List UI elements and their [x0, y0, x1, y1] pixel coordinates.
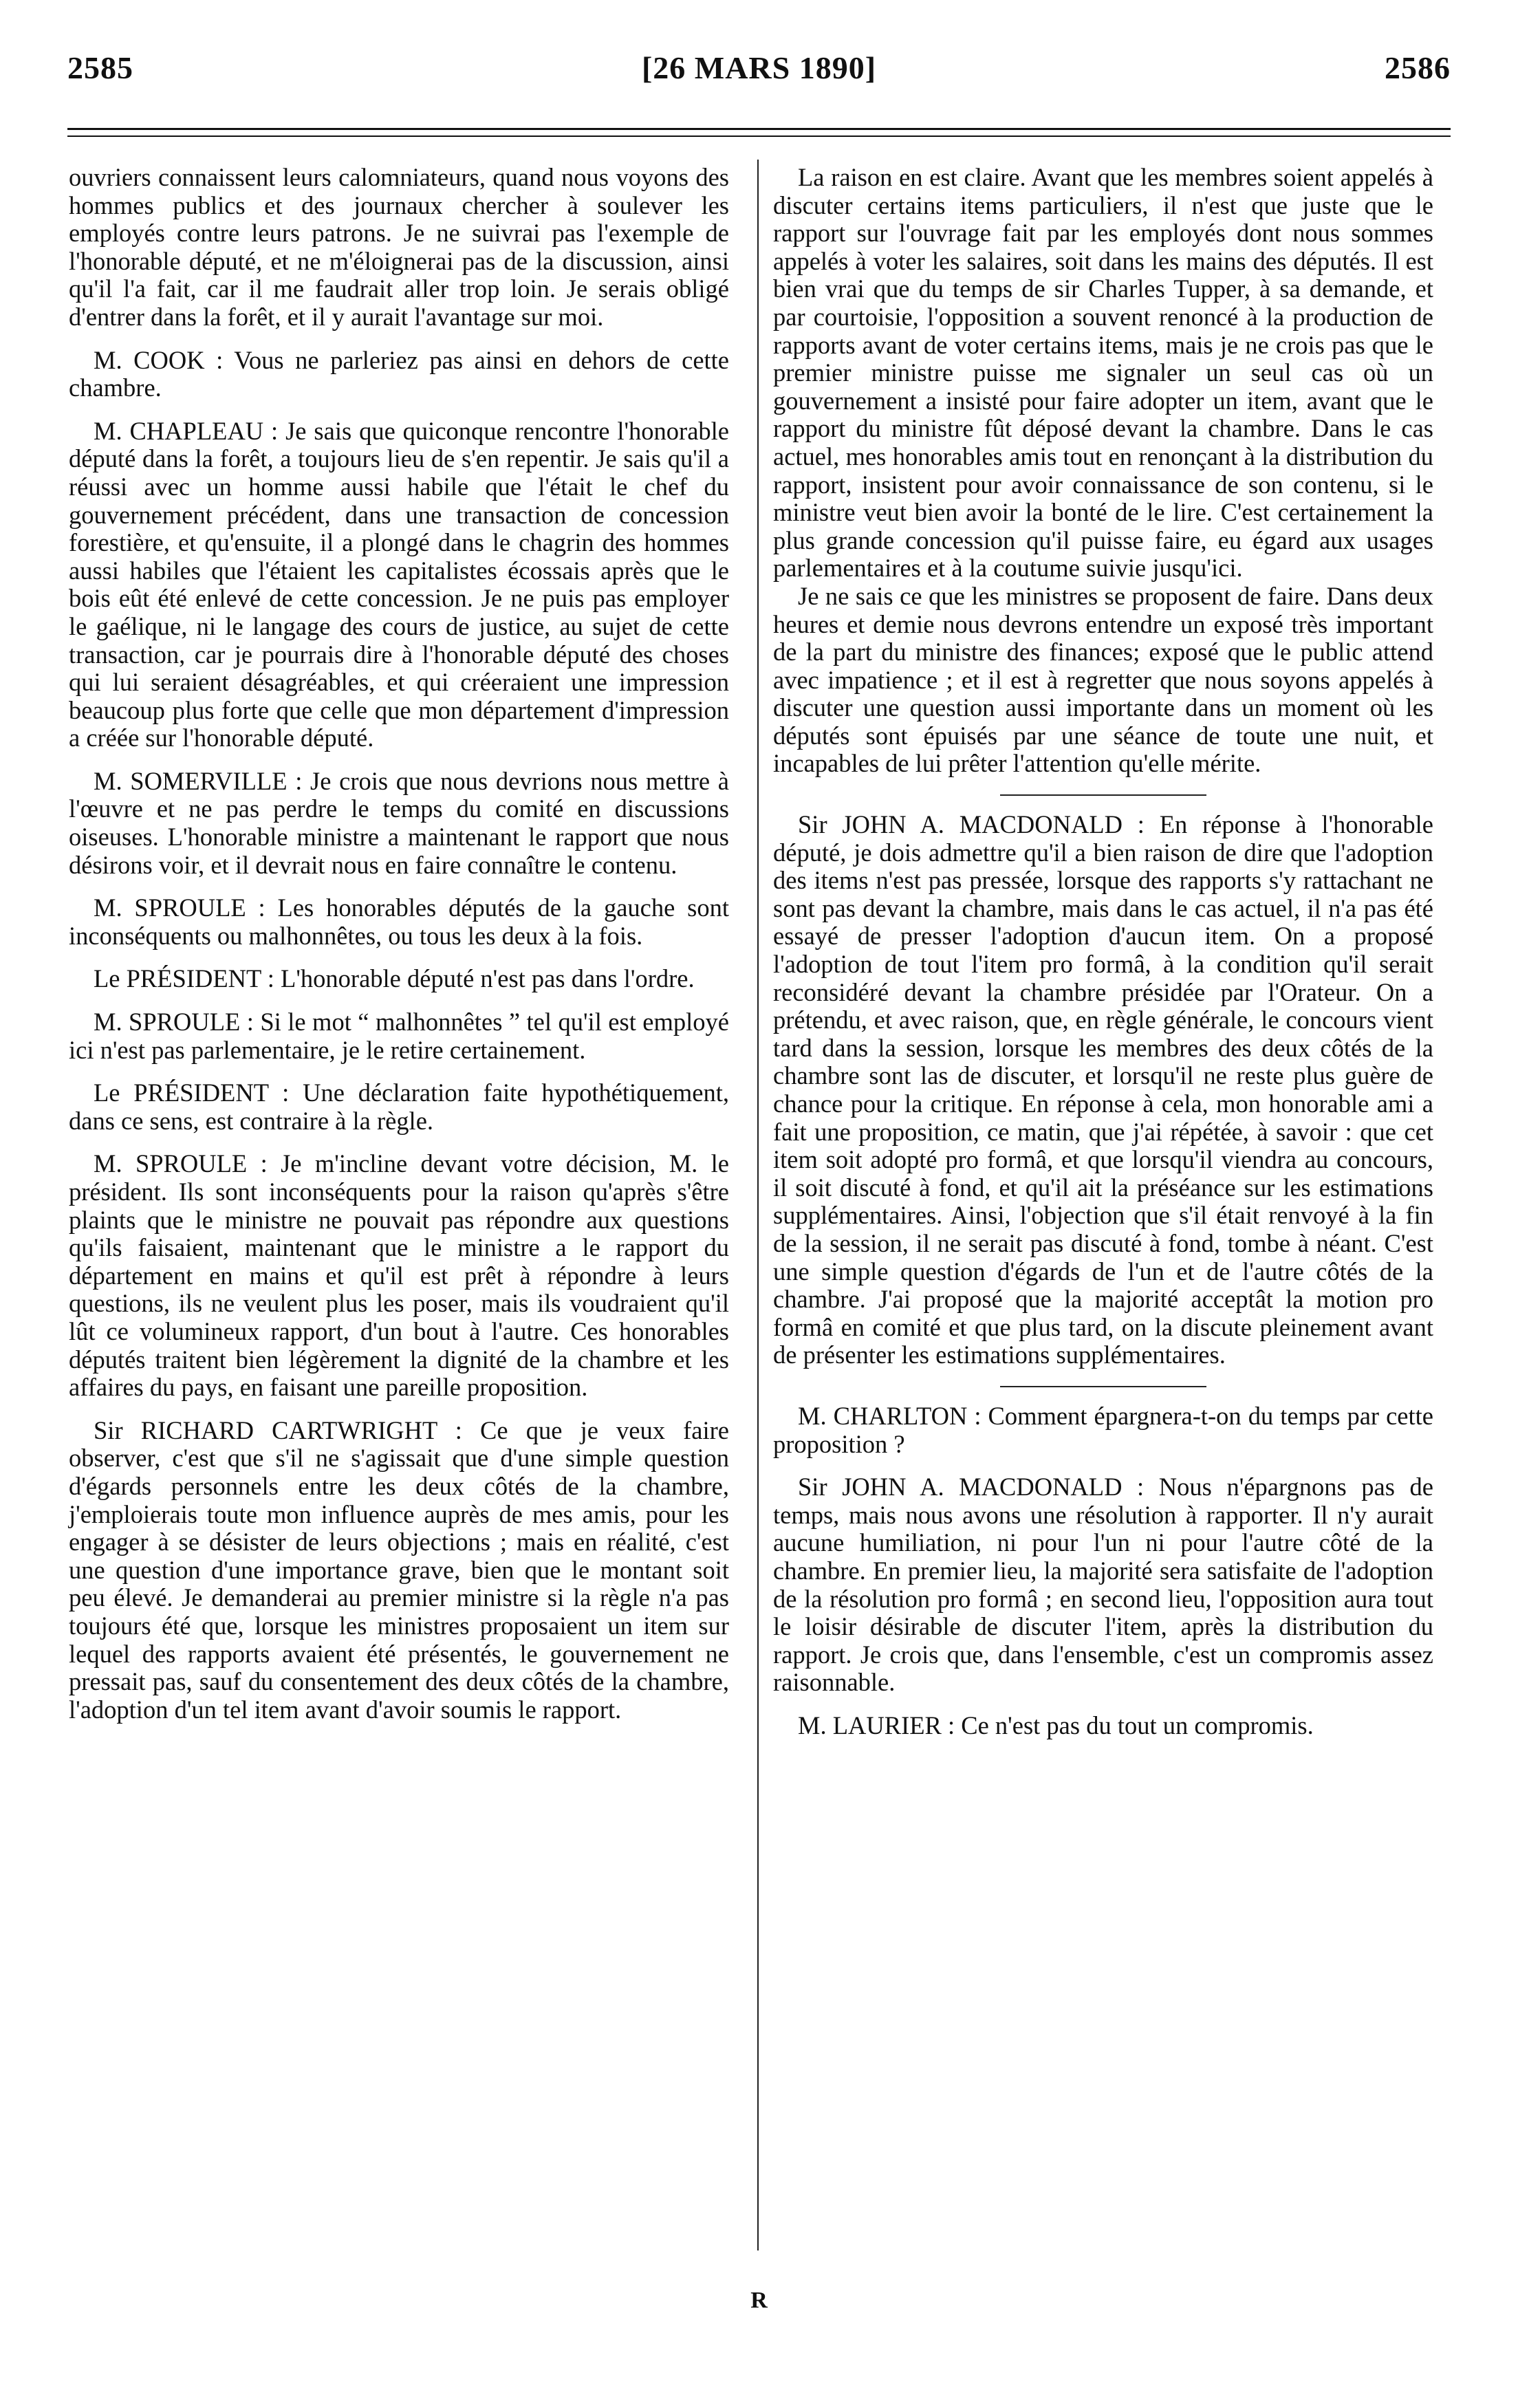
paragraph: La raison en est claire. Avant que les membres soient appelés à discuter certains items particuliers, il n'est que juste que le rapport sur l'ouvrage fait par les employés dont nous sommes appelés à voter les salaires, soit dans les mains des députés. Il est bien vrai que du temps de sir Charles Tupper, à sa demande, et par courtoisie, l'opposition a souvent renoncé à la production de rapports avant de voter certains items, mais je ne crois pas que le premier ministre puisse me signaler un seul cas où un gouvernement a insisté pour faire adopter un item, avant que le rapport du ministre fût déposé devant la chambre. Dans le cas actuel, mes honorables amis tout en renonçant à la distribution du rapport, insistent pour avoir connaissance de son contenu, si le ministre veut bien avoir la bonté de le lire. C'est certainement la plus grande concession qu'il puisse faire, eu égard aux usages parlementaires et à la coutume suivie jusqu'ici.: [773, 163, 1433, 583]
paragraph: M. SPROULE : Les honorables députés de la gauche sont inconséquents ou malhonnêtes, ou tous les deux à la fois.: [69, 893, 729, 950]
paragraph: Sir JOHN A. MACDONALD : Nous n'épargnons pas de temps, mais nous avons une résolution à rapporter. Il n'y aurait aucune humiliation, ni pour l'un ni pour l'autre côté de la chambre. En premier lieu, la majorité sera satisfaite de l'adoption de la résolution pro formâ ; en second lieu, l'opposition aura tout le loisir désirable de discuter l'item, après la distribution du rapport. Je crois que, dans l'ensemble, c'est un compromis assez raisonnable.: [773, 1473, 1433, 1697]
page-date: [26 MARS 1890]: [641, 50, 877, 85]
section-separator: [1000, 794, 1206, 796]
paragraph: M. SPROULE : Je m'incline devant votre décision, M. le président. Ils sont inconséquents pour la raison qu'après s'être plaints que le ministre ne pouvait pas répondre aux questions qu'ils faisaient, maintenant que le ministre a le rapport du département en mains et qu'il est prêt à répondre à leurs questions, ils ne veulent plus les poser, mais ils voudraient qu'il lût ce volumineux rapport, d'un bout à l'autre. Ces honorables députés traitent bien légèrement la dignité de la chambre et les affaires du pays, en faisant une pareille proposition.: [69, 1149, 729, 1402]
paragraph: M. CHAPLEAU : Je sais que quiconque rencontre l'honorable député dans la forêt, a toujours lieu de s'en repentir. Je sais qu'il a réussi avec un homme aussi habile que l'était le chef du gouvernement précédent, dans une transaction de concession forestière, et qu'ensuite, il a plongé dans le chagrin des hommes aussi habiles que l'étaient les capitalistes écossais après que le bois eût été enlevé de cette concession. Je ne puis pas employer le gaélique, ni le langage des cours de justice, au sujet de cette transaction, car je pourrais dire à l'honorable député des choses qui lui seraient désagréables, et qui créeraient une impression beaucoup plus forte que celle que mon département d'impression a créée sur l'honorable député.: [69, 416, 729, 752]
page-header: [0, 0, 1518, 138]
paragraph: Le PRÉSIDENT : Une déclaration faite hypothétiquement, dans ce sens, est contraire à la règle.: [69, 1078, 729, 1135]
paragraph: M. COOK : Vous ne parleriez pas ainsi en dehors de cette chambre.: [69, 345, 729, 402]
page-number-left: 2585: [67, 50, 133, 85]
paragraph: M. LAURIER : Ce n'est pas du tout un compromis.: [798, 1711, 1314, 1739]
paragraph: Sir JOHN A. MACDONALD : En réponse à l'honorable député, je dois admettre qu'il a bien raison de dire que l'adoption des items n'est pas pressée, lorsque des rapports s'y rattachant ne sont pas devant la chambre, mais dans le cas actuel, il n'a pas été essayé de presser l'adoption d'aucun item. On a proposé l'adoption de tout l'item pro formâ, à la condition qu'il serait reconsidéré devant la chambre présidée par l'Orateur. On a prétendu, et avec raison, que, en règle générale, le concours vient tard dans la session, lorsque les membres des deux côtés de la chambre sont las de discuter, et lorsqu'il ne reste plus guère de chance pour la critique. En réponse à cela, mon honorable ami a fait une proposition, ce matin, que j'ai répétée, à savoir : que cet item soit adopté pro formâ, et que lorsqu'il viendra au concours, il soit discuté à fond, et qu'il ait la préséance sur les estimations supplémentaires. Ainsi, l'objection que s'il était renvoyé à la fin de la session, il ne serait pas discuté à fond, tombe à néant. C'est une simple question d'égards de l'un et de l'autre côtés de la chambre. J'ai proposé que la majorité acceptât la motion pro formâ en comité et que plus tard, on la discute pleinement avant de présenter les estimations supplémentaires.: [773, 810, 1433, 1369]
paragraph: ouvriers connaissent leurs calomniateurs, quand nous voyons des hommes publics et des journaux chercher à soulever les employés contre leurs patrons. Je ne suivrai pas l'exemple de l'honorable député, et ne m'éloignerai pas de la discussion, ainsi qu'il l'a fait, car il me faudrait aller trop loin. Je serais obligé d'entrer dans la forêt, et il y aurait l'avantage sur moi.: [69, 163, 729, 331]
header-rule-top: [67, 128, 1451, 130]
paragraph: M. SPROULE : Si le mot “ malhonnêtes ” tel qu'il est employé ici n'est pas parlementaire, je le retire certainement.: [69, 1008, 729, 1064]
paragraph: M. SOMERVILLE : Je crois que nous devrions nous mettre à l'œuvre et ne pas perdre le temps du comité en discussions oiseuses. L'honorable ministre a maintenant le rapport que nous désirons voir, et il devrait nous en faire connaître le contenu.: [69, 766, 729, 879]
page-number-right: 2586: [1385, 50, 1451, 85]
right-column: [773, 164, 1433, 1739]
signature-mark: R: [750, 2288, 768, 2313]
section-separator: [1000, 1386, 1206, 1387]
paragraph: Je ne sais ce que les ministres se proposent de faire. Dans deux heures et demie nous devrons entendre un exposé très important de la part du ministre des finances; exposé que le public attend avec impatience ; et il est à regretter que nous soyons appelés à discuter une question aussi importante dans un moment où les députés sont épuisés par une séance de toute une nuit, et incapables de lui prêter l'attention qu'elle mérite.: [773, 581, 1433, 778]
column-divider: [757, 160, 759, 2250]
left-column: [69, 164, 729, 1724]
paragraph: Le PRÉSIDENT : L'honorable député n'est pas dans l'ordre.: [94, 964, 695, 993]
paragraph: Sir RICHARD CARTWRIGHT : Ce que je veux faire observer, c'est que s'il ne s'agissait que d'une simple question d'égards personnels entre les deux côtés de la chambre, j'emploierais toute mon influence auprès de mes amis, pour les engager à se désister de leurs objections ; mais en réalité, c'est une question d'une importance grave, bien que le montant soit peu élevé. Je demanderai au premier ministre si la règle n'a pas toujours été que, lorsque les ministres proposaient un item sur lequel des rapports avaient été présentés, le gouvernement ne pressait pas, sauf du consentement des deux côtés de la chambre, l'adoption d'un tel item avant d'avoir soumis le rapport.: [69, 1415, 729, 1724]
paragraph: M. CHARLTON : Comment épargnera-t-on du temps par cette proposition ?: [773, 1401, 1433, 1458]
header-rule-bottom: [67, 135, 1451, 137]
